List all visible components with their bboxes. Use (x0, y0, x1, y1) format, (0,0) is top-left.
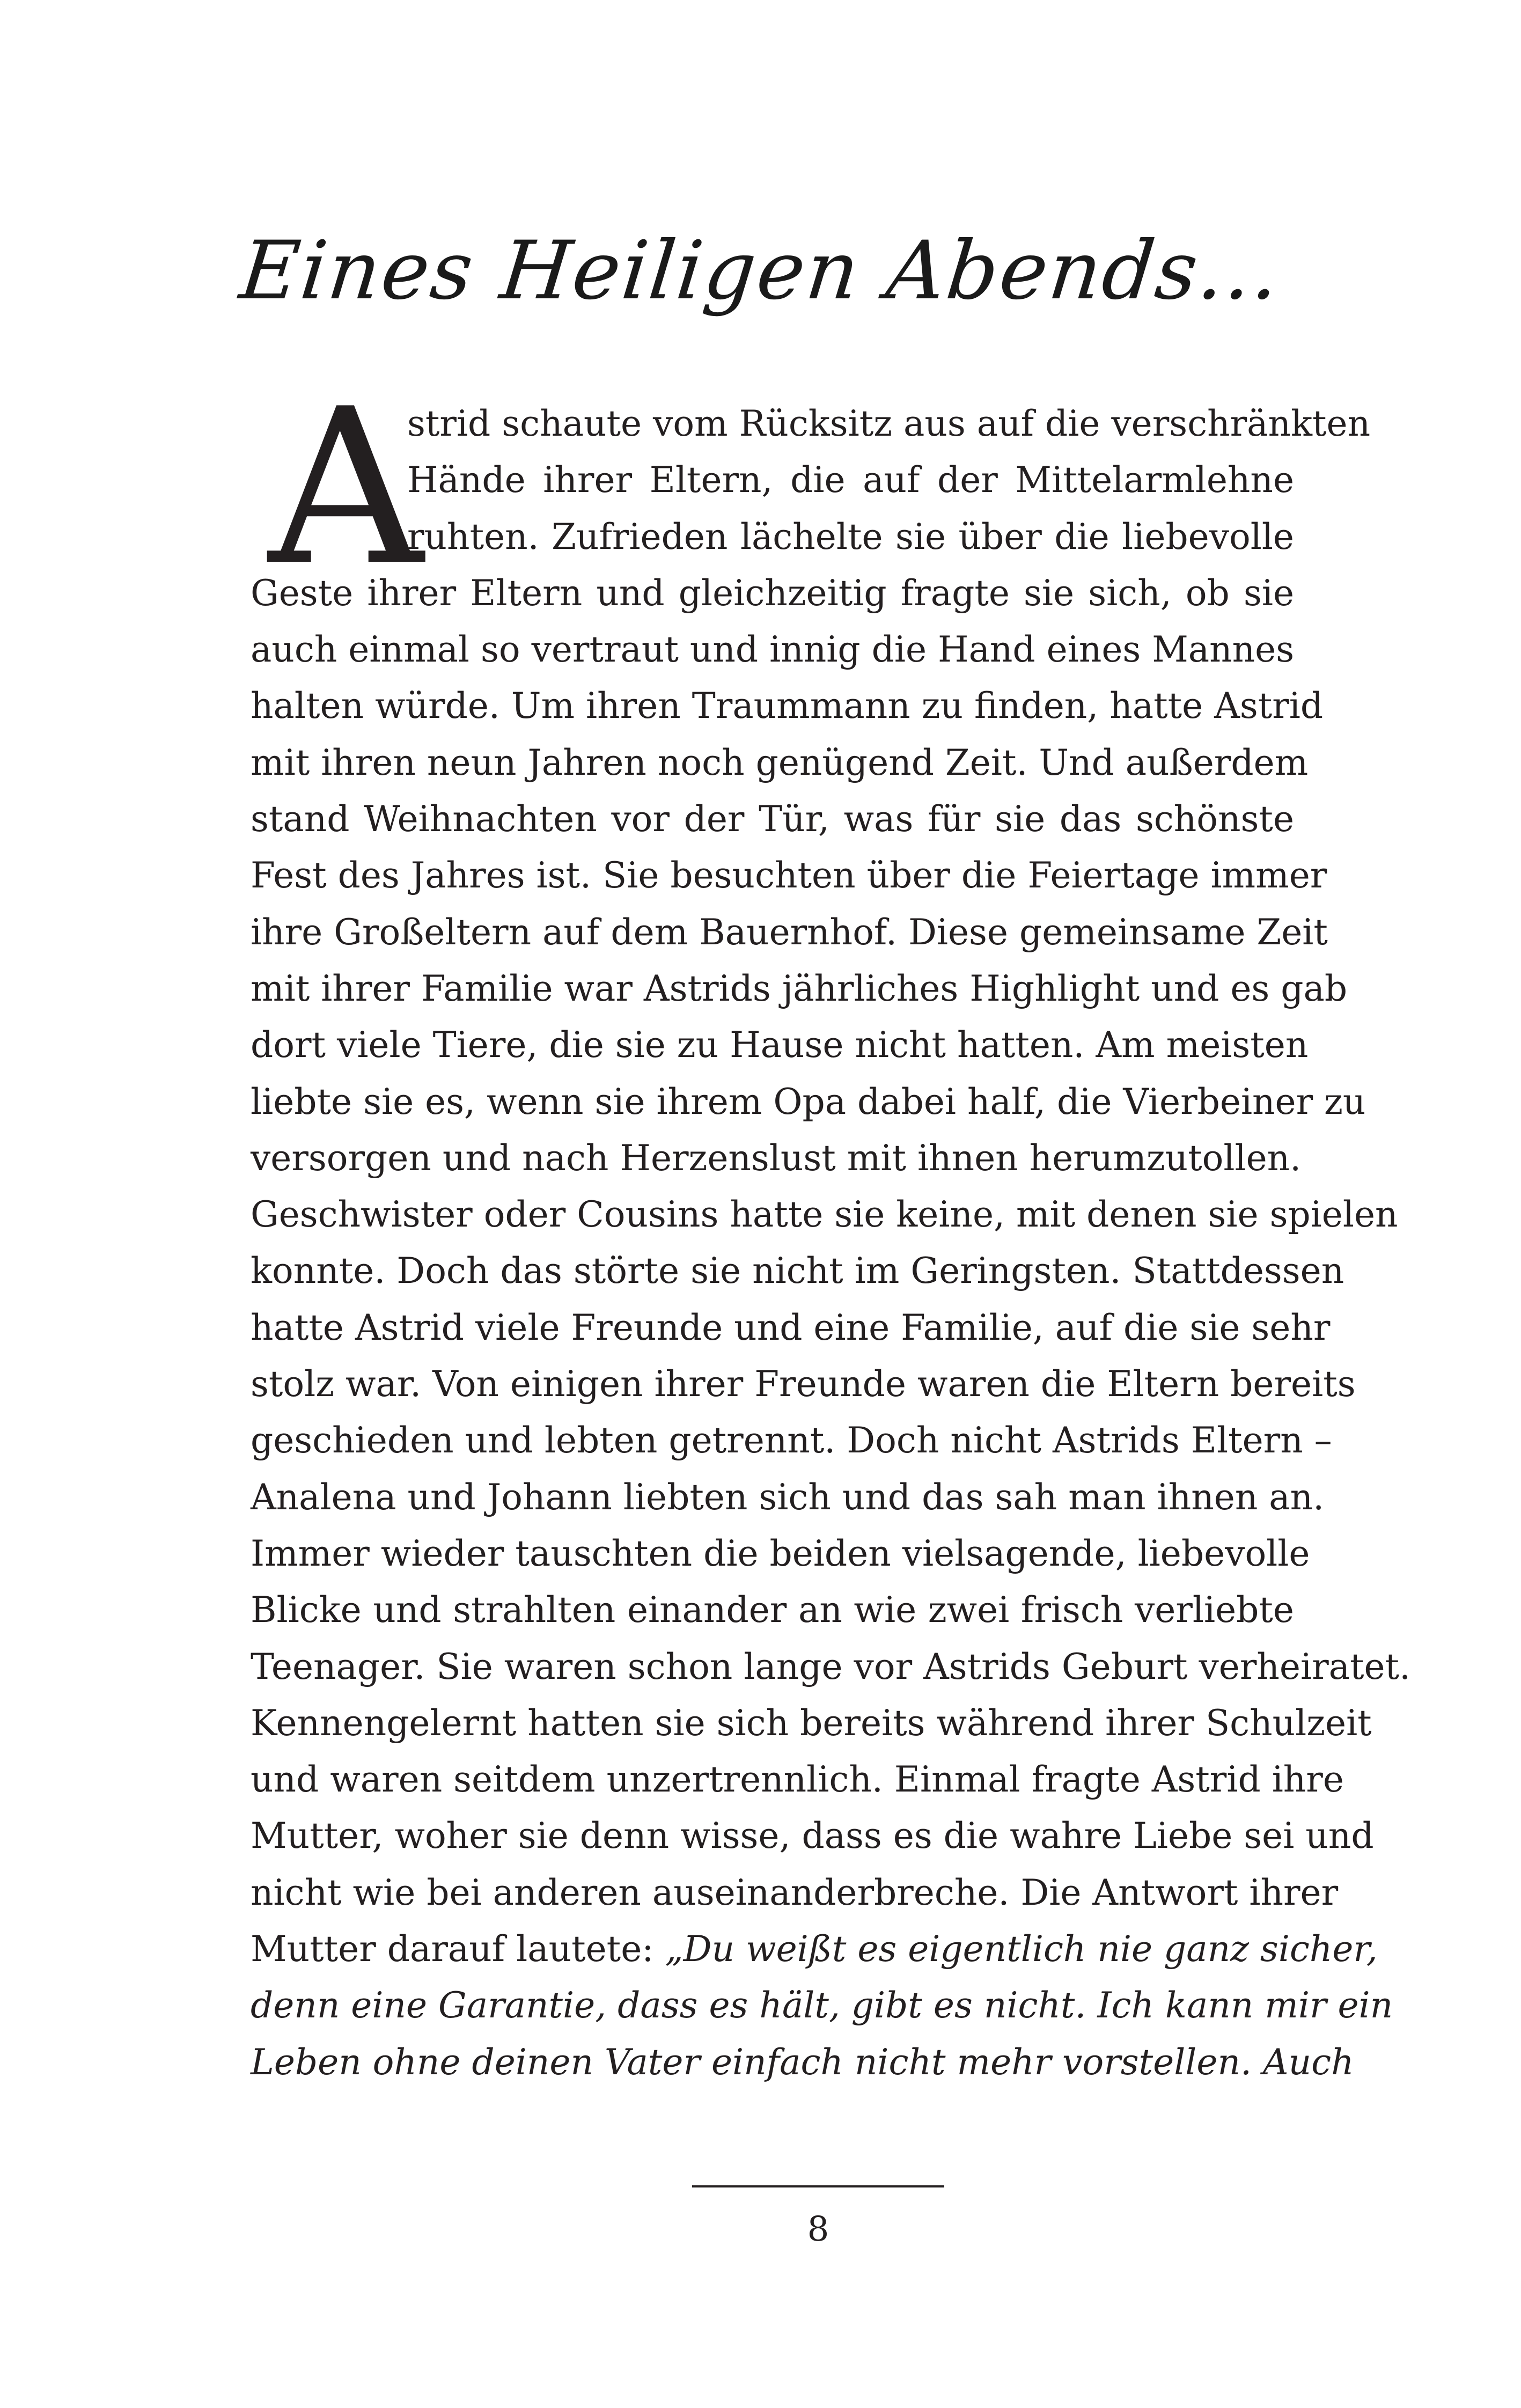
text-line: Blicke und strahlten einander an wie zwei frisch verliebte (251, 1589, 1294, 1631)
text-line: Fest des Jahres ist. Sie besuchten über die Feiertage immer (251, 855, 1327, 897)
text-line: ruhten. Zufrieden lächelte sie über die liebevolle (407, 516, 1294, 557)
text-line: dort viele Tiere, die sie zu Hause nicht hatten. Am meisten (251, 1024, 1309, 1066)
text-line: auch einmal so vertraut und innig die Hand eines Mannes (251, 629, 1295, 671)
text-line: mit ihrer Familie war Astrids jährliches Highlight und es gab (251, 967, 1348, 1009)
drop-cap: A (268, 363, 423, 613)
text-line: stand Weihnachten vor der Tür, was für sie das schönste (251, 798, 1294, 840)
text-line: Immer wieder tauschten die beiden vielsagende, liebevolle (251, 1532, 1310, 1574)
text-line: Mutter, woher sie denn wisse, dass es die wahre Liebe sei und (251, 1815, 1374, 1857)
text-line: strid schaute vom Rücksitz aus auf die verschränkten (407, 403, 1371, 444)
text-line: hatte Astrid viele Freunde und eine Familie, auf die sie sehr (251, 1306, 1331, 1348)
text-line: geschieden und lebten getrennt. Doch nicht Astrids Eltern – (251, 1420, 1332, 1462)
text-line: mit ihren neun Jahren noch genügend Zeit. Und außerdem (251, 742, 1309, 783)
text-line: konnte. Doch das störte sie nicht im Geringsten. Stattdessen (251, 1250, 1344, 1292)
text-line: nicht wie bei anderen auseinanderbreche. Die Antwort ihrer (251, 1871, 1339, 1913)
text-line: versorgen und nach Herzenslust mit ihnen herumzutollen. (251, 1137, 1302, 1179)
text-line: Analena und Johann liebten sich und das sah man ihnen an. (251, 1476, 1325, 1518)
text-line-quote: denn eine Garantie, dass es hält, gibt es nicht. Ich kann mir ein (251, 1985, 1393, 2027)
page-number: 8 (807, 2209, 829, 2249)
text-line: Geste ihrer Eltern und gleichzeitig fragte sie sich, ob sie (251, 572, 1294, 614)
text-line: ihre Großeltern auf dem Bauernhof. Diese gemeinsame Zeit (251, 911, 1328, 953)
text-line: und waren seitdem unzertrennlich. Einmal fragte Astrid ihre (251, 1759, 1344, 1801)
text-line-quote: Leben ohne deinen Vater einfach nicht mehr vorstellen. Auch (251, 2041, 1354, 2083)
text-line: Hände ihrer Eltern, die auf der Mittelarmlehne (407, 459, 1294, 501)
text-line: Teenager. Sie waren schon lange vor Astrids Geburt verheiratet. (251, 1646, 1411, 1687)
text-line: halten würde. Um ihren Traummann zu finden, hatte Astrid (251, 685, 1324, 727)
text-line: stolz war. Von einigen ihrer Freunde waren die Eltern bereits (251, 1363, 1356, 1405)
text-line: Geschwister oder Cousins hatte sie keine, mit denen sie spielen (251, 1194, 1398, 1236)
footer-divider (692, 2185, 944, 2187)
chapter-title: Eines Heiligen Abends... (236, 224, 1285, 318)
quote-text: „Du weißt es eigentlich nie ganz sicher, (665, 1928, 1378, 1970)
quote-lead-in: Mutter darauf lautete: (251, 1928, 665, 1970)
text-line: liebte sie es, wenn sie ihrem Opa dabei half, die Vierbeiner zu (251, 1081, 1366, 1122)
text-line: Kennengelernt hatten sie sich bereits während ihrer Schulzeit (251, 1702, 1372, 1744)
chapter-body (251, 395, 1411, 2090)
text-line-quote-start (251, 1921, 1378, 1977)
